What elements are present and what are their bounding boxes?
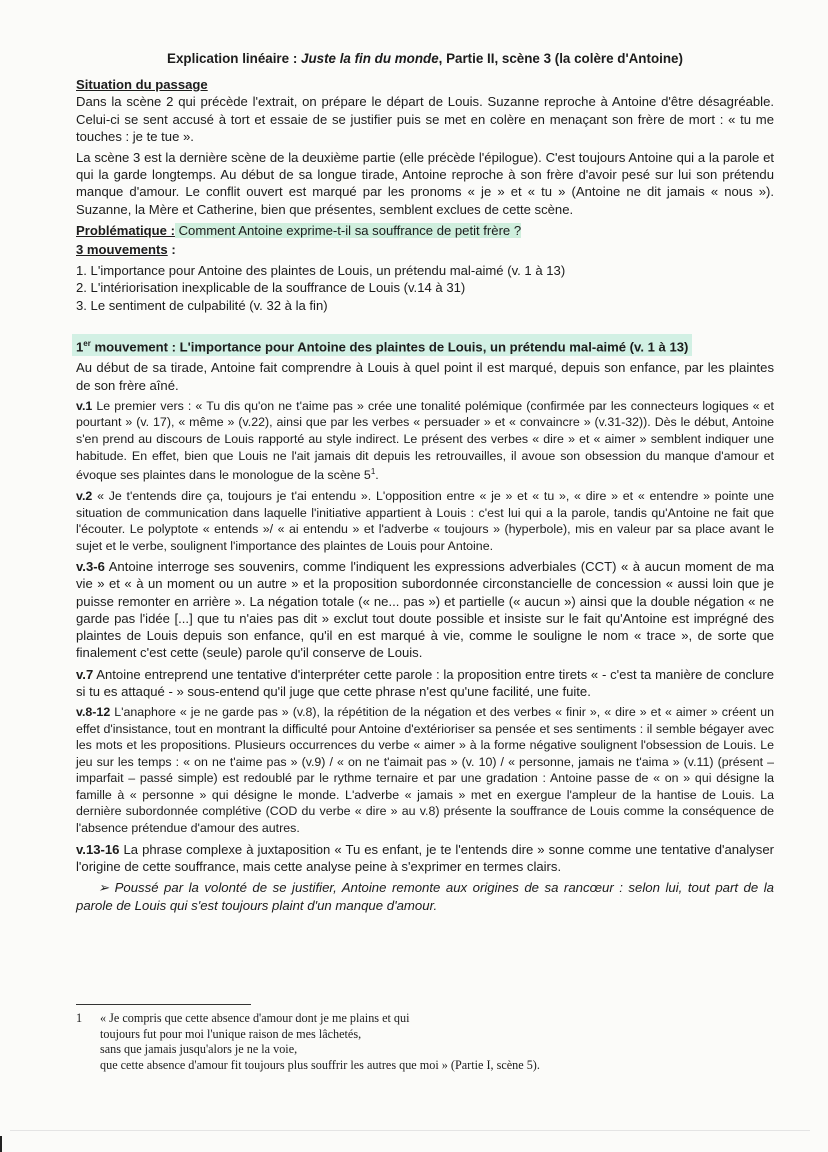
document-page xyxy=(76,50,774,919)
scan-artifact-line xyxy=(10,1130,810,1131)
footnote-number: 1 xyxy=(76,1011,83,1025)
title-prefix: Explication linéaire : xyxy=(167,51,301,66)
mvt1-heading-row xyxy=(76,334,774,357)
footnote-line: toujours fut pour moi l'unique raison de mes lâchetés, xyxy=(100,1026,362,1041)
footnote-line: « Je compris que cette absence d'amour dont je me plains et qui xyxy=(100,1011,410,1025)
situation-paragraph-1: Dans la scène 2 qui précède l'extrait, on prépare le départ de Louis. Suzanne reproche à Antoine d'être désagréable. Celui-ci se sent accusé à tort et essaie de se justifier puis se met en colère en menaçant son frère de mort : « tu me touches : je te tue ». xyxy=(76,94,774,144)
situation-paragraph-2: La scène 3 est la dernière scène de la deuxième partie (elle précède l'épilogue). C'est toujours Antoine qui a la parole et qui la garde longtemps. Au début de sa longue tirade, Antoine reproche à son frère d'avoir pesé sur lui son prétendu manque d'amour. Le conflit ouvert est marqué par les pronoms « je » et « tu » (Antoine ne dit jamais « nous »). Suzanne, la Mère et Catherine, bien que présentes, semblent exclues de cette scène. xyxy=(76,150,774,217)
mvt1-conclusion: ➢ Poussé par la volonté de se justifier, Antoine remonte aux origines de sa rancœur : selon lui, tout part de la parole de Louis qui s'est toujours plaint d'un manque d'amour. xyxy=(76,880,774,914)
mouvement-item: 3. Le sentiment de culpabilité (v. 32 à la fin) xyxy=(76,297,328,313)
title-suffix: , Partie II, scène 3 (la colère d'Antoine) xyxy=(438,51,683,66)
mouvement-item: 1. L'importance pour Antoine des plaintes de Louis, un prétendu mal-aimé (v. 1 à 13) xyxy=(76,263,566,279)
problematique-text: Comment Antoine exprime-t-il sa souffrance de petit frère ? xyxy=(174,222,522,238)
v13-paragraph: v.13-16 La phrase complexe à juxtaposition « Tu es enfant, je te l'entends dire » sonne comme une tentative d'analyser l'origine de cette souffrance, mais cette analyse peine à s'exprimer en termes clairs. xyxy=(76,841,774,874)
arrow-icon: ➢ xyxy=(98,880,110,896)
mouvements-heading: 3 mouvements xyxy=(76,242,168,258)
problematique xyxy=(76,222,774,239)
page-title xyxy=(76,50,774,67)
footnote-divider xyxy=(76,1004,251,1005)
mvt1-intro: Au début de sa tirade, Antoine fait comprendre à Louis à quel point il est marqué, depuis son enfance, par les plaintes de son frère aîné. xyxy=(76,360,774,393)
v8-paragraph: v.8-12 L'anaphore « je ne garde pas » (v.8), la répétition de la négation et des verbes « finir », « dire » et « aimer » créent un effet d'insistance, tout en montrant la difficulté pour Antoine d'extérioriser sa pensée et ses sentiments : il semble bégayer avec les mots et les propositions. Plusieurs occurrences du verbe « aimer » à la forme négative soulignent l'obsession de Louis. Le jeu sur les temps : « on ne t'aime pas » (v.9) / « on ne t'aimait pas » (v. 10) / « personne, jamais ne t'aima » (v.11) (présent – imparfait – passé simple) est redoublé par le rythme ternaire et par une gradation : Antoine passe de « on » qui désigne la famille à « personne » qui désigne le monde. L'adverbe « jamais » met en exergue l'ampleur de la hantise de Louis. La dernière subordonnée complétive (COD du verbe « dire » au v.8) présente la souffrance de Louis comme la conséquence de l'absence prétendue d'amour des autres. xyxy=(76,704,774,836)
footnote-line: que cette absence d'amour fit toujours plus souffrir les autres que moi » (Partie I, scène 5). xyxy=(100,1057,540,1072)
title-work: Juste la fin du monde xyxy=(301,51,439,66)
mouvements-colon: : xyxy=(167,242,176,258)
v1-paragraph: v.1 Le premier vers : « Tu dis qu'on ne t'aime pas » crée une tonalité polémique (confirmée par les connecteurs logiques « et pourtant » (v. 17), « même » (v.22), ainsi que par les verbes « persuader » et « convaincre » (v.31-32)). Dès le début, Antoine s'en prend au discours de Louis rapporté au style indirect. Le présent des verbes « dire » et « aimer » semblent indiquer une habitude. En effet, bien que Louis ne l'ait jamais dit depuis les retrouvailles, il avoue son obsession du manque d'amour et évoque ses plaintes dans le monologue de la scène $5^1$. xyxy=(76,398,774,483)
v2-paragraph: v.2 « Je t'entends dire ça, toujours je t'ai entendu ». L'opposition entre « je » et « tu », « dire » et « entendre » pointe une situation de communication dans laquelle l'initiative appartient à Louis : c'est lui qui a la parole, tandis qu'Antoine ne fait que l'écouter. Le polyptote « entends »/ « ai entendu » et l'adverbe « toujours » (hyperbole), mis en valeur par sa place avant le sujet et le verbe, soulignent l'importance des plaintes de Louis pour Antoine. xyxy=(76,488,774,553)
v3-paragraph: v.3-6 Antoine interroge ses souvenirs, comme l'indiquent les expressions adverbiales (CCT) « à aucun moment de ma vie » et « à un moment ou un autre » et la proposition subordonnée circonstancielle de concession « aussi loin que je puisse remonter en arrière ». La négation totale (« ne... pas ») et partielle (« aucun ») ainsi que la double négation « ne garde pas l'idée [...] que tu n'aies pas dit » exclut tout doute possible et insiste sur le fait qu'Antoine est imprégné des plaintes de Louis depuis son enfance, qu'il en est marqué à vie, comme le souligne le nom « trace », de sorte que finalement c'est cette (seule) parole qu'il conserve de Louis. xyxy=(76,559,774,661)
scan-edge-mark xyxy=(0,1136,2,1152)
v7-paragraph: v.7 Antoine entreprend une tentative d'interpréter cette parole : la proposition entre tirets « - c'est ta manière de conclure si tu es attaqué - » sous-entend qu'il juge que cette phrase n'est qu'une facilité, une fuite. xyxy=(76,666,774,699)
mvt1-heading: 1er mouvement : L'importance pour Antoine des plaintes de Louis, un prétendu mal-aimé (v. 1 à 13) xyxy=(72,334,692,357)
footnote xyxy=(76,1011,726,1073)
mouvements-section xyxy=(76,241,774,258)
problematique-label: Problématique : xyxy=(76,222,175,238)
footnote-line: sans que jamais jusqu'alors je ne la voie, xyxy=(100,1042,298,1057)
mouvement-item: 2. L'intériorisation inexplicable de la souffrance de Louis (v.14 à 31) xyxy=(76,280,466,296)
mouvements-list xyxy=(76,262,774,314)
situation-heading: Situation du passage xyxy=(76,77,208,93)
